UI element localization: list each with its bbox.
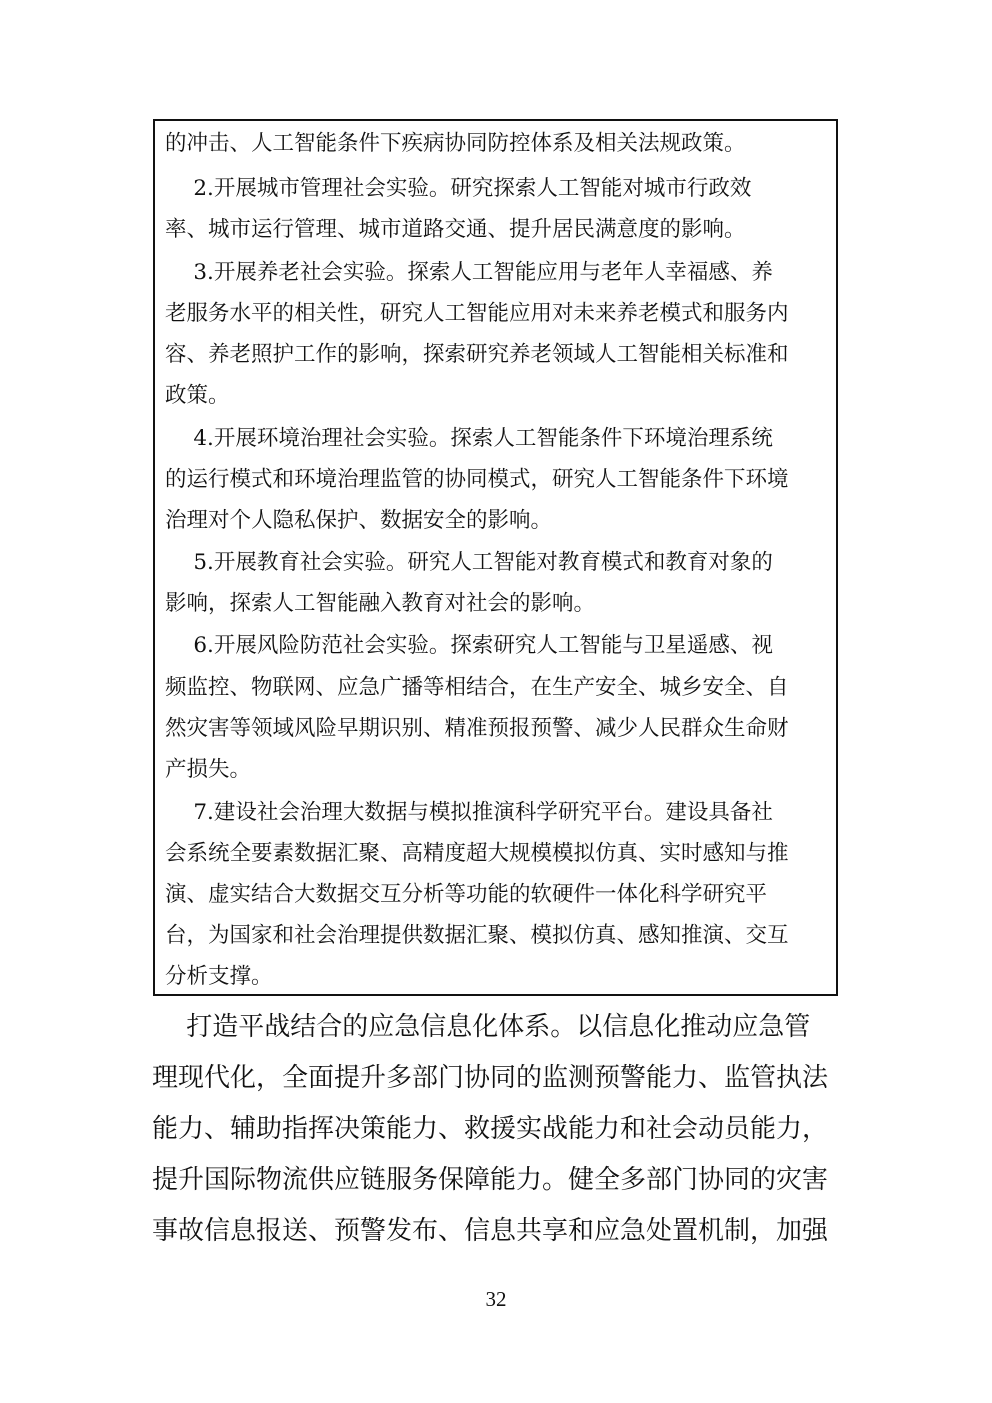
- box-line: 频监控、物联网、应急广播等相结合，在生产安全、城乡安全、自: [165, 675, 789, 700]
- page-number: 32: [485, 1287, 507, 1311]
- box-line: 影响，探索人工智能融入教育对社会的影响。: [165, 591, 596, 616]
- box-line: 台，为国家和社会治理提供数据汇聚、模拟仿真、感知推演、交互: [165, 923, 789, 948]
- body-line: 提升国际物流供应链服务保障能力。健全多部门协同的灾害: [152, 1165, 829, 1195]
- box-line: 容、养老照护工作的影响，探索研究养老领域人工智能相关标准和: [165, 342, 789, 367]
- box-line: 率、城市运行管理、城市道路交通、提升居民满意度的影响。: [165, 217, 746, 242]
- box-line: 7.建设社会治理大数据与模拟推演科学研究平台。建设具备社: [165, 800, 773, 825]
- box-line: 产损失。: [165, 757, 252, 782]
- box-line: 分析支撑。: [165, 964, 273, 989]
- box-line: 4.开展环境治理社会实验。探索人工智能条件下环境治理系统: [165, 426, 773, 451]
- box-line: 政策。: [165, 383, 230, 408]
- body-line: 打造平战结合的应急信息化体系。以信息化推动应急管: [152, 1012, 811, 1042]
- box-line: 的运行模式和环境治理监管的协同模式，研究人工智能条件下环境: [165, 467, 789, 492]
- body-line: 理现代化，全面提升多部门协同的监测预警能力、监管执法: [152, 1063, 829, 1093]
- box-line: 2.开展城市管理社会实验。研究探索人工智能对城市行政效: [165, 176, 752, 201]
- body-line: 能力、辅助指挥决策能力、救援实战能力和社会动员能力，: [152, 1114, 829, 1144]
- body-line: 事故信息报送、预警发布、信息共享和应急处置机制，加强: [152, 1216, 829, 1246]
- box-line: 6.开展风险防范社会实验。探索研究人工智能与卫星遥感、视: [165, 633, 773, 658]
- box-line: 治理对个人隐私保护、数据安全的影响。: [165, 508, 553, 533]
- box-line: 然灾害等领域风险早期识别、精准预报预警、减少人民群众生命财: [165, 716, 789, 741]
- box-line: 3.开展养老社会实验。探索人工智能应用与老年人幸福感、养: [165, 260, 773, 285]
- box-line: 演、虚实结合大数据交互分析等功能的软硬件一体化科学研究平: [165, 882, 768, 907]
- box-line: 会系统全要素数据汇聚、高精度超大规模模拟仿真、实时感知与推: [165, 841, 789, 866]
- box-line: 老服务水平的相关性，研究人工智能应用对未来养老模式和服务内: [165, 301, 789, 326]
- box-line: 5.开展教育社会实验。研究人工智能对教育模式和教育对象的: [165, 550, 773, 575]
- box-line: 的冲击、人工智能条件下疾病协同防控体系及相关法规政策。: [165, 131, 746, 156]
